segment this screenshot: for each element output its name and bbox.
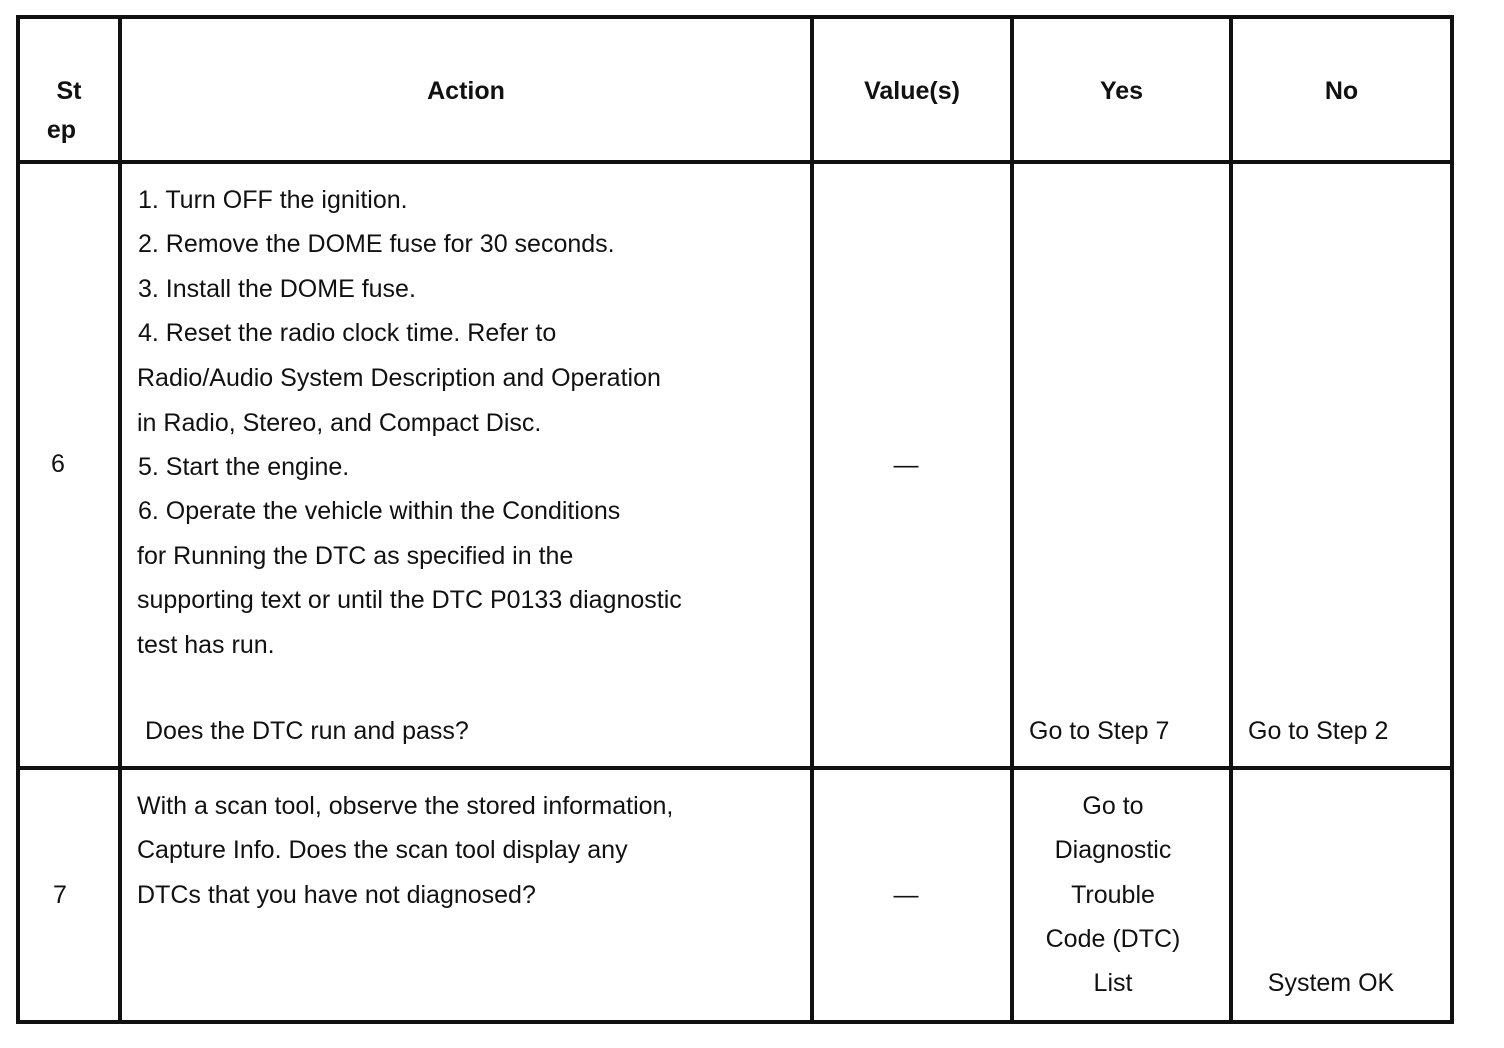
yes-cell-line: Diagnostic: [1054, 836, 1172, 864]
yes-cell: Go to Step 7: [1029, 717, 1170, 745]
action-line: for Running the DTC as specified in the: [137, 542, 574, 570]
table-border-right: [1450, 15, 1454, 1024]
header-step-line2: ep: [46, 116, 77, 144]
no-cell: Go to Step 2: [1248, 717, 1389, 745]
value-cell: —: [893, 451, 919, 479]
yes-cell-line: Code (DTC): [1045, 925, 1181, 953]
header-step-line1: St: [56, 77, 82, 105]
table-border-bottom: [16, 1020, 1454, 1024]
no-cell: System OK: [1267, 969, 1395, 997]
action-line: With a scan tool, observe the stored information,: [137, 792, 674, 820]
column-divider: [1010, 15, 1014, 1024]
yes-cell-line: Go to: [1082, 792, 1144, 820]
action-line: 4. Reset the radio clock time. Refer to: [138, 319, 557, 347]
action-line: 1. Turn OFF the ignition.: [138, 186, 408, 214]
action-line: 2. Remove the DOME fuse for 30 seconds.: [138, 230, 615, 258]
action-line: in Radio, Stereo, and Compact Disc.: [137, 409, 542, 437]
header-action: Action: [427, 77, 505, 105]
action-question: Does the DTC run and pass?: [145, 717, 469, 745]
header-no: No: [1324, 77, 1359, 105]
action-line: Capture Info. Does the scan tool display any: [137, 836, 628, 864]
action-line: test has run.: [137, 631, 275, 659]
header-row-divider: [16, 160, 1454, 164]
action-line: supporting text or until the DTC P0133 diagnostic: [137, 586, 682, 614]
action-line: 6. Operate the vehicle within the Conditions: [138, 497, 621, 525]
action-line: 3. Install the DOME fuse.: [138, 275, 416, 303]
step-number: 7: [53, 881, 67, 909]
header-values: Value(s): [864, 77, 960, 105]
yes-cell-line: List: [1093, 969, 1133, 997]
column-divider: [1229, 15, 1233, 1024]
value-cell: —: [893, 881, 919, 909]
yes-cell-line: Trouble: [1071, 881, 1155, 909]
column-divider: [810, 15, 814, 1024]
action-line: Radio/Audio System Description and Operation: [137, 364, 661, 392]
action-line: DTCs that you have not diagnosed?: [137, 881, 536, 909]
table-border-left: [16, 15, 20, 1024]
column-divider: [118, 15, 122, 1024]
header-yes: Yes: [1099, 77, 1144, 105]
action-line: 5. Start the engine.: [138, 453, 350, 481]
table-border-top: [16, 15, 1454, 19]
step-number: 6: [51, 450, 65, 478]
row-divider: [16, 766, 1454, 770]
